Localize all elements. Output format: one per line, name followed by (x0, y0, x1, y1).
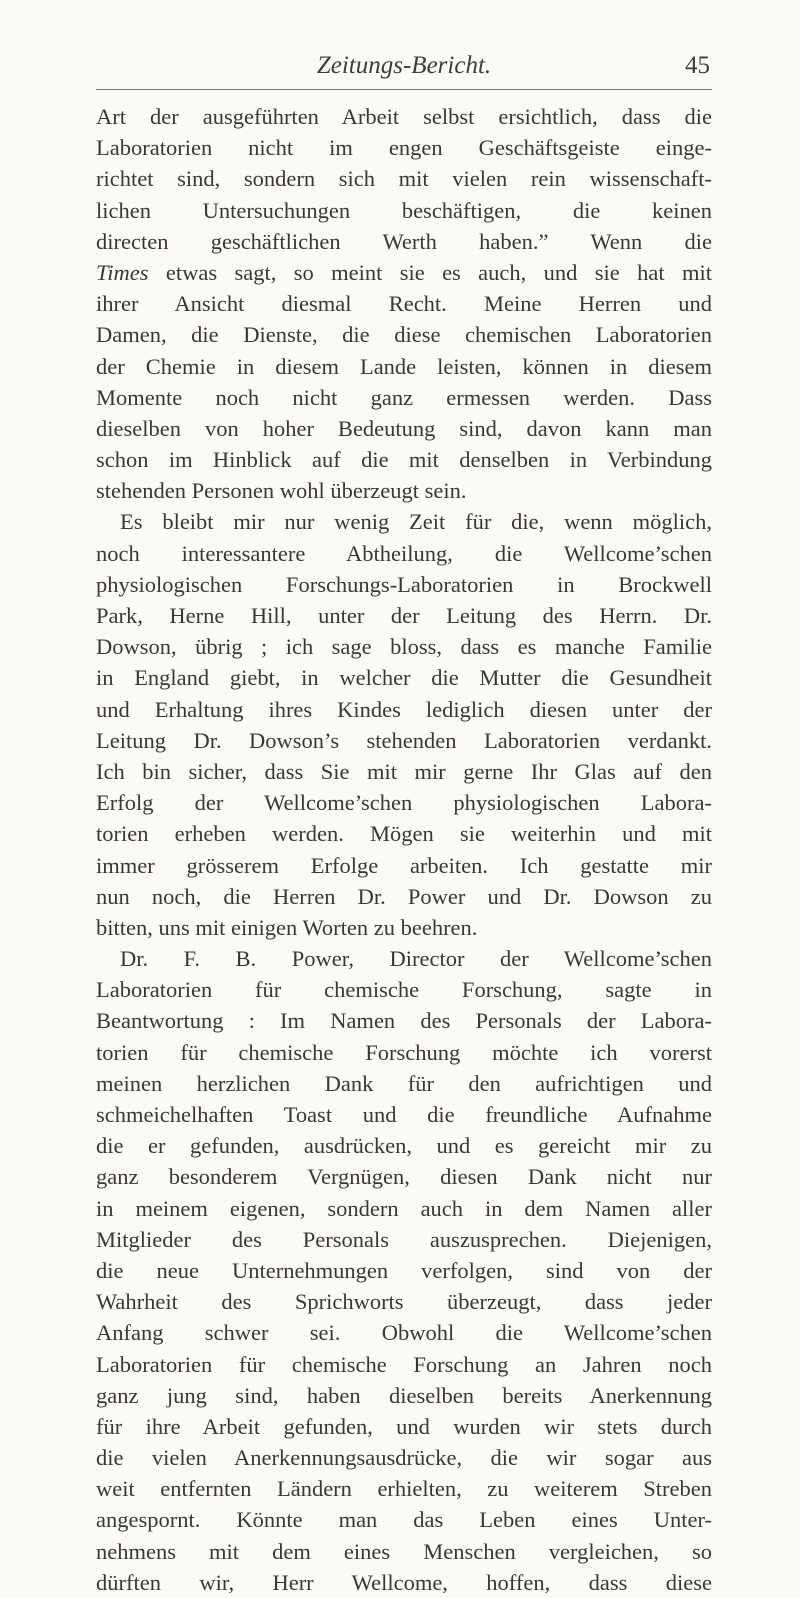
text-line (96, 382, 712, 413)
line-text: stehenden Personen wohl überzeugt sein. (96, 478, 467, 504)
line-text: Wahrheit des Sprichworts überzeugt, dass jeder (96, 1289, 712, 1315)
text-line (96, 1473, 712, 1504)
text-line (96, 1286, 712, 1317)
text-line (96, 787, 712, 818)
line-text: physiologischen Forschungs-Laboratorien in Brockwell (96, 571, 712, 597)
line-text: Laboratorien nicht im engen Geschäftsgeiste einge- (96, 135, 712, 161)
text-line (96, 756, 712, 787)
line-text: Beantwortung : Im Namen des Personals der Labora- (96, 1008, 712, 1034)
text-line (96, 1255, 712, 1286)
text-line (96, 631, 712, 662)
line-text: in meinem eigenen, sondern auch in dem Namen aller (96, 1195, 712, 1221)
text-line (96, 600, 712, 631)
text-line (96, 1068, 712, 1099)
text-line (96, 1504, 712, 1535)
text-line (96, 1349, 712, 1380)
line-text: die neue Unternehmungen verfolgen, sind von der (96, 1257, 712, 1283)
line-text: Ich bin sicher, dass Sie mit mir gerne Ihr Glas auf den (96, 758, 712, 784)
text-line (96, 319, 712, 350)
text-line (96, 1005, 712, 1036)
text-line (96, 226, 712, 257)
text-line (96, 1380, 712, 1411)
line-text: die vielen Anerkennungsausdrücke, die wir sogar aus (96, 1445, 712, 1471)
text-line (96, 351, 712, 382)
line-text: directen geschäftlichen Werth haben.” Wenn die (96, 228, 712, 254)
text-line (96, 1317, 712, 1348)
line-text: Momente noch nicht ganz ermessen werden. Dass (96, 384, 712, 410)
text-line (96, 413, 712, 444)
line-text: in England giebt, in welcher die Mutter die Gesundheit (96, 665, 712, 691)
line-text: Laboratorien für chemische Forschung an Jahren noch (96, 1351, 712, 1377)
body-text (96, 101, 712, 1598)
text-line (96, 1130, 712, 1161)
line-text: Mitglieder des Personals auszusprechen. Diejenigen, (96, 1226, 712, 1252)
line-text: dieselben von hoher Bedeutung sind, davon kann man (96, 415, 712, 441)
line-text: Damen, die Dienste, die diese chemischen Laboratorien (96, 322, 712, 348)
text-line (96, 1536, 712, 1567)
line-text: etwas sagt, so meint sie es auch, und sie hat mit (148, 259, 712, 285)
line-text: schon im Hinblick auf die mit denselben in Verbindung (96, 447, 712, 473)
line-text: torien erheben werden. Mögen sie weiterhin und mit (96, 821, 712, 847)
line-text: weit entfernten Ländern erhielten, zu weiterem Streben (96, 1476, 712, 1502)
line-text: Dr. F. B. Power, Director der Wellcome’schen (120, 946, 712, 972)
line-text: und Erhaltung ihres Kindes lediglich diesen unter der (96, 696, 712, 722)
line-text: immer grösserem Erfolge arbeiten. Ich gestatte mir (96, 852, 712, 878)
line-text: Leitung Dr. Dowson’s stehenden Laboratorien verdankt. (96, 727, 712, 753)
text-line (96, 444, 712, 475)
text-line (96, 475, 712, 506)
text-line (96, 1037, 712, 1068)
page-number: 45 (685, 52, 710, 79)
header-rule (96, 89, 712, 90)
text-line (96, 850, 712, 881)
line-text: torien für chemische Forschung möchte ich vorerst (96, 1039, 712, 1065)
text-line (96, 974, 712, 1005)
line-text: lichen Untersuchungen beschäftigen, die keinen (96, 197, 712, 223)
text-line (96, 132, 712, 163)
line-text: ganz besonderem Vergnügen, diesen Dank nicht nur (96, 1164, 712, 1190)
text-line (96, 538, 712, 569)
line-text: meinen herzlichen Dank für den aufrichtigen und (96, 1070, 712, 1096)
line-text: der Chemie in diesem Lande leisten, können in diesem (96, 353, 712, 379)
text-line (96, 1099, 712, 1130)
line-text: Es bleibt mir nur wenig Zeit für die, wenn möglich, (120, 509, 712, 535)
text-line (96, 912, 712, 943)
line-text: ihrer Ansicht diesmal Recht. Meine Herren und (96, 291, 712, 317)
text-line (96, 1193, 712, 1224)
text-line (96, 257, 712, 288)
line-text: Art der ausgeführten Arbeit selbst ersichtlich, dass die (96, 104, 712, 129)
text-line (96, 195, 712, 226)
line-text: nun noch, die Herren Dr. Power und Dr. Dowson zu (96, 883, 712, 909)
text-line (96, 1567, 712, 1598)
line-text: angespornt. Könnte man das Leben eines Unter- (96, 1507, 712, 1533)
text-line (96, 506, 712, 537)
line-text: Park, Herne Hill, unter der Leitung des Herrn. Dr. (96, 603, 712, 628)
text-line (96, 1224, 712, 1255)
italic-title: Times (96, 259, 149, 285)
running-head (96, 46, 712, 90)
line-text: Erfolg der Wellcome’schen physiologischen Labora- (96, 790, 712, 816)
line-text: für ihre Arbeit gefunden, und wurden wir stets durch (96, 1413, 712, 1439)
line-text: dürften wir, Herr Wellcome, hoffen, dass diese (96, 1569, 712, 1595)
line-text: noch interessantere Abtheilung, die Wellcome’schen (96, 540, 712, 566)
text-line (96, 163, 712, 194)
line-text: nehmens mit dem eines Menschen vergleichen, so (96, 1538, 712, 1564)
running-head-title: Zeitungs-Bericht. (316, 52, 492, 79)
text-line (96, 725, 712, 756)
line-text: Laboratorien für chemische Forschung, sagte in (96, 977, 712, 1003)
line-text: richtet sind, sondern sich mit vielen rein wissenschaft- (96, 166, 712, 192)
line-text: Dowson, übrig ; ich sage bloss, dass es manche Familie (96, 634, 712, 660)
text-line (96, 881, 712, 912)
line-text: schmeichelhaften Toast und die freundliche Aufnahme (96, 1102, 712, 1127)
text-line (96, 569, 712, 600)
text-line (96, 662, 712, 693)
text-line (96, 943, 712, 974)
text-line (96, 694, 712, 725)
text-line (96, 1161, 712, 1192)
text-line (96, 1411, 712, 1442)
line-text: ganz jung sind, haben dieselben bereits Anerkennung (96, 1382, 712, 1408)
line-text: Anfang schwer sei. Obwohl die Wellcome’schen (96, 1320, 712, 1346)
text-line (96, 1442, 712, 1473)
text-line (96, 288, 712, 319)
line-text: die er gefunden, ausdrücken, und es gereicht mir zu (96, 1133, 712, 1159)
line-text: bitten, uns mit einigen Worten zu beehren. (96, 914, 478, 940)
text-line (96, 818, 712, 849)
text-line (96, 101, 712, 132)
